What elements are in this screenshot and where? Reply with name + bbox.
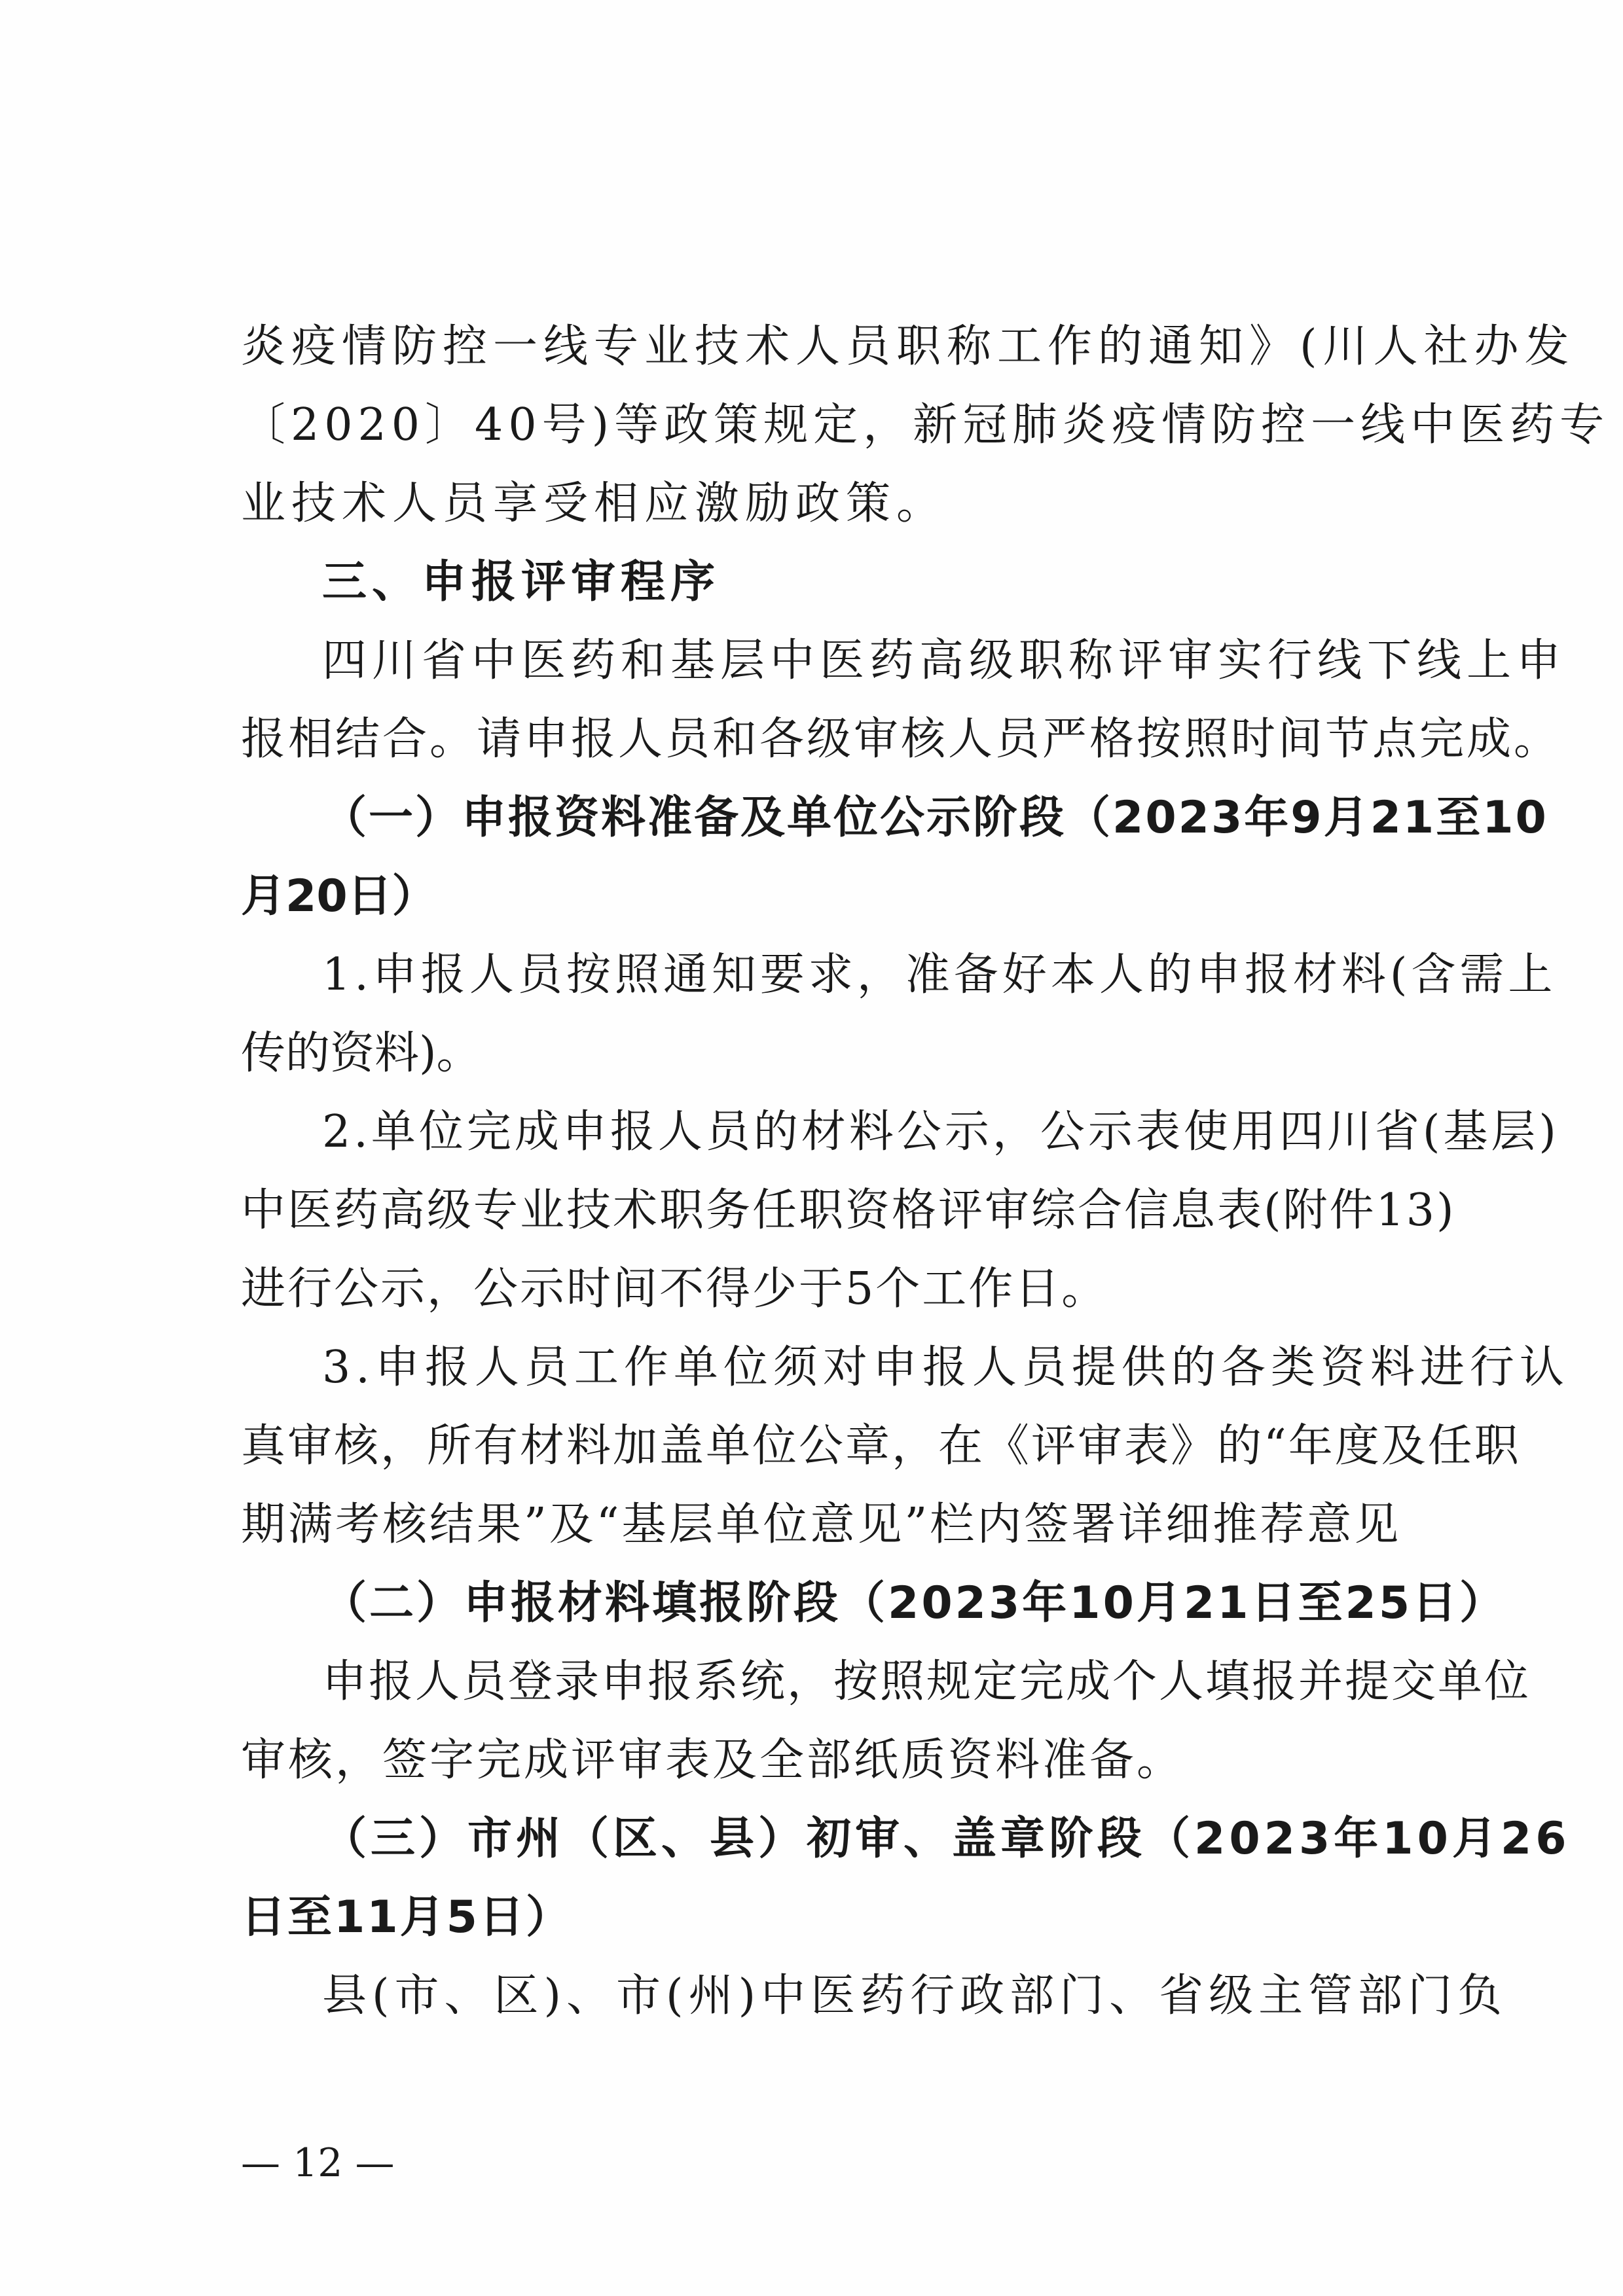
text-line-3: 业技术人员享受相应激励政策。 (241, 478, 947, 529)
page-number: — 12 — (241, 2140, 395, 2186)
text-line-18: 申报人员登录申报系统，按照规定完成个人填报并提交单位 (322, 1656, 1531, 1708)
text-line-19: 审核，签字完成评审表及全部纸质资料准备。 (241, 1734, 1184, 1786)
text-line-12: 中医药高级专业技术职务任职资格评审综合信息表(附件13) (241, 1185, 1456, 1236)
text-line-14: 3.申报人员工作单位须对申报人员提供的各类资料进行认 (322, 1342, 1569, 1393)
text-line-16: 期满考核结果”及“基层单位意见”栏内签署详细推荐意见 (241, 1499, 1402, 1551)
text-line-1: 炎疫情防控一线专业技术人员职称工作的通知》(川人社办发 (241, 321, 1575, 372)
text-line-5: 四川省中医药和基层中医药高级职称评审实行线下线上申 (322, 635, 1567, 687)
text-line-10: 传的资料)。 (241, 1028, 481, 1079)
text-line-13: 进行公示，公示时间不得少于5个工作日。 (241, 1263, 1108, 1315)
subsection-heading-3-cont: 日至11月5日） (241, 1892, 572, 1943)
subsection-heading-3: （三）市州（区、县）初审、盖章阶段（2023年10月26 (322, 1813, 1571, 1865)
subsection-heading-1: （一）申报资料准备及单位公示阶段（2023年9月21至10 (322, 792, 1548, 844)
text-line-6: 报相结合。请申报人员和各级审核人员严格按照时间节点完成。 (241, 713, 1561, 765)
text-line-9: 1.申报人员按照通知要求，准备好本人的申报材料(含需上 (322, 949, 1557, 1001)
text-line-2: 〔2020〕40号)等政策规定，新冠肺炎疫情防控一线中医药专 (241, 399, 1610, 451)
subsection-heading-2: （二）申报材料填报阶段（2023年10月21日至25日） (322, 1577, 1507, 1629)
section-heading: 三、申报评审程序 (322, 556, 721, 608)
text-line-15: 真审核，所有材料加盖单位公章，在《评审表》的“年度及任职 (241, 1420, 1521, 1472)
text-line-11: 2.单位完成申报人员的材料公示，公示表使用四川省(基层) (322, 1106, 1559, 1158)
subsection-heading-1-cont: 月20日） (241, 870, 437, 922)
text-line-22: 县(市、区)、市(州)中医药行政部门、省级主管部门负 (322, 1970, 1508, 2022)
